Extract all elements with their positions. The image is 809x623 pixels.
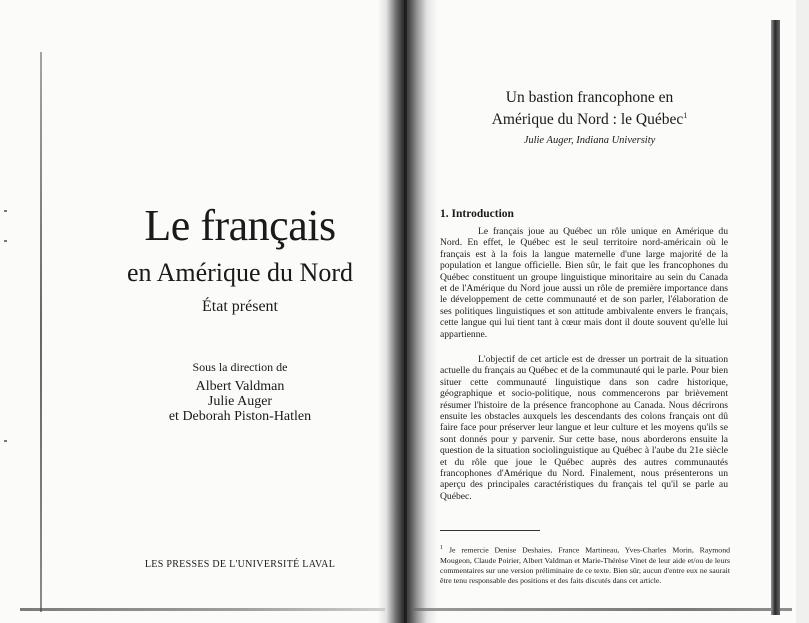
footnote-number: 1 [440,545,443,551]
right-page-edge [771,20,780,615]
left-page-edge [40,52,42,612]
chapter-title-line-2: Amérique du Nord : le Québec [491,111,684,129]
footnote-ref: 1 [683,111,688,120]
publisher-name: LES PRESSES DE L'UNIVERSITÉ LAVAL [144,559,336,570]
editor-name: Albert Valdman [195,379,285,394]
footnote-text: Je remercie Denise Deshaies, France Martineau, Yves-Charles Morin, Raymond Mougeon, Claude Poirier, Albert Valdman et Marie-Thérèse Vinet de leur aide et/ou de leurs commentaires sur une version préliminaire de ce texte. Bien sûr, aucun d'entre eux ne saurait être tenu responsable des positions et des faits discutés dans cet article. [440,545,730,585]
page-mark [4,210,7,212]
left-page-bottom-edge [20,608,385,611]
footnote [440,543,730,586]
chapter-author: Julie Auger, Indiana University [523,135,656,146]
footnote-separator [440,530,540,531]
editor-list [120,379,360,424]
right-page-bottom-edge [412,608,792,611]
paragraph: Le français joue au Québec un rôle unique en Amérique du Nord. En effet, le Québec est le seul territoire nord-américain où le français est à la fois la langue maternelle d'une large majorité de la population et langue officielle. Bien sûr, le fait que les francophones du Québec constituent un groupe linguistique minoritaire au sein du Canada et de l'Amérique du Nord joue aussi un rôle de première importance dans le développement de cette communauté et de son parler, l'élaboration de ses politiques linguistiques et son attitude ambivalente envers le français, cette langue qui lui tient tant à cœur mais dont il doute souvent qu'elle lui appartienne. [440,226,728,340]
direction-label: Sous la direction de [192,360,288,374]
scan-margin [796,0,809,623]
book-title: Le français [144,201,336,250]
section-heading: 1. Introduction [440,208,514,220]
page-mark [4,240,7,242]
gutter-fold [404,0,407,623]
book-subtitle: en Amérique du Nord [126,258,353,287]
editor-name: Julie Auger [207,394,273,409]
page-mark [4,440,7,442]
paragraph: L'objectif de cet article est de dresser un portrait de la situation actuelle du français au Québec et de la communauté qui le parle. Pour bien situer cette communauté linguistique dans son cadre historique, géographique et socio-politique, nous commencerons par brièvement résumer l'histoire de la présence francophone au Canada. Nous décrirons ensuite les obstacles auxquels les descendants des colons français ont dû faire face pour préserver leur langue et leur culture et les moyens qu'ils se sont donnés pour y parvenir. Sur cette base, nous aborderons ensuite la question de la situation sociolinguistique au Québec à l'aube du 21e siècle et du rôle que joue le Québec auprès des autres communautés francophones d'Amérique du Nord. Finalement, nous présenterons un aperçu des principales caractéristiques du français tel qu'il se parle au Québec. [440,354,728,502]
chapter-title [447,89,732,129]
editor-name: et Deborah Piston-Hatlen [168,409,312,424]
book-subtitle-2: État présent [202,298,278,315]
chapter-title-line-1: Un bastion francophone en [505,89,674,106]
